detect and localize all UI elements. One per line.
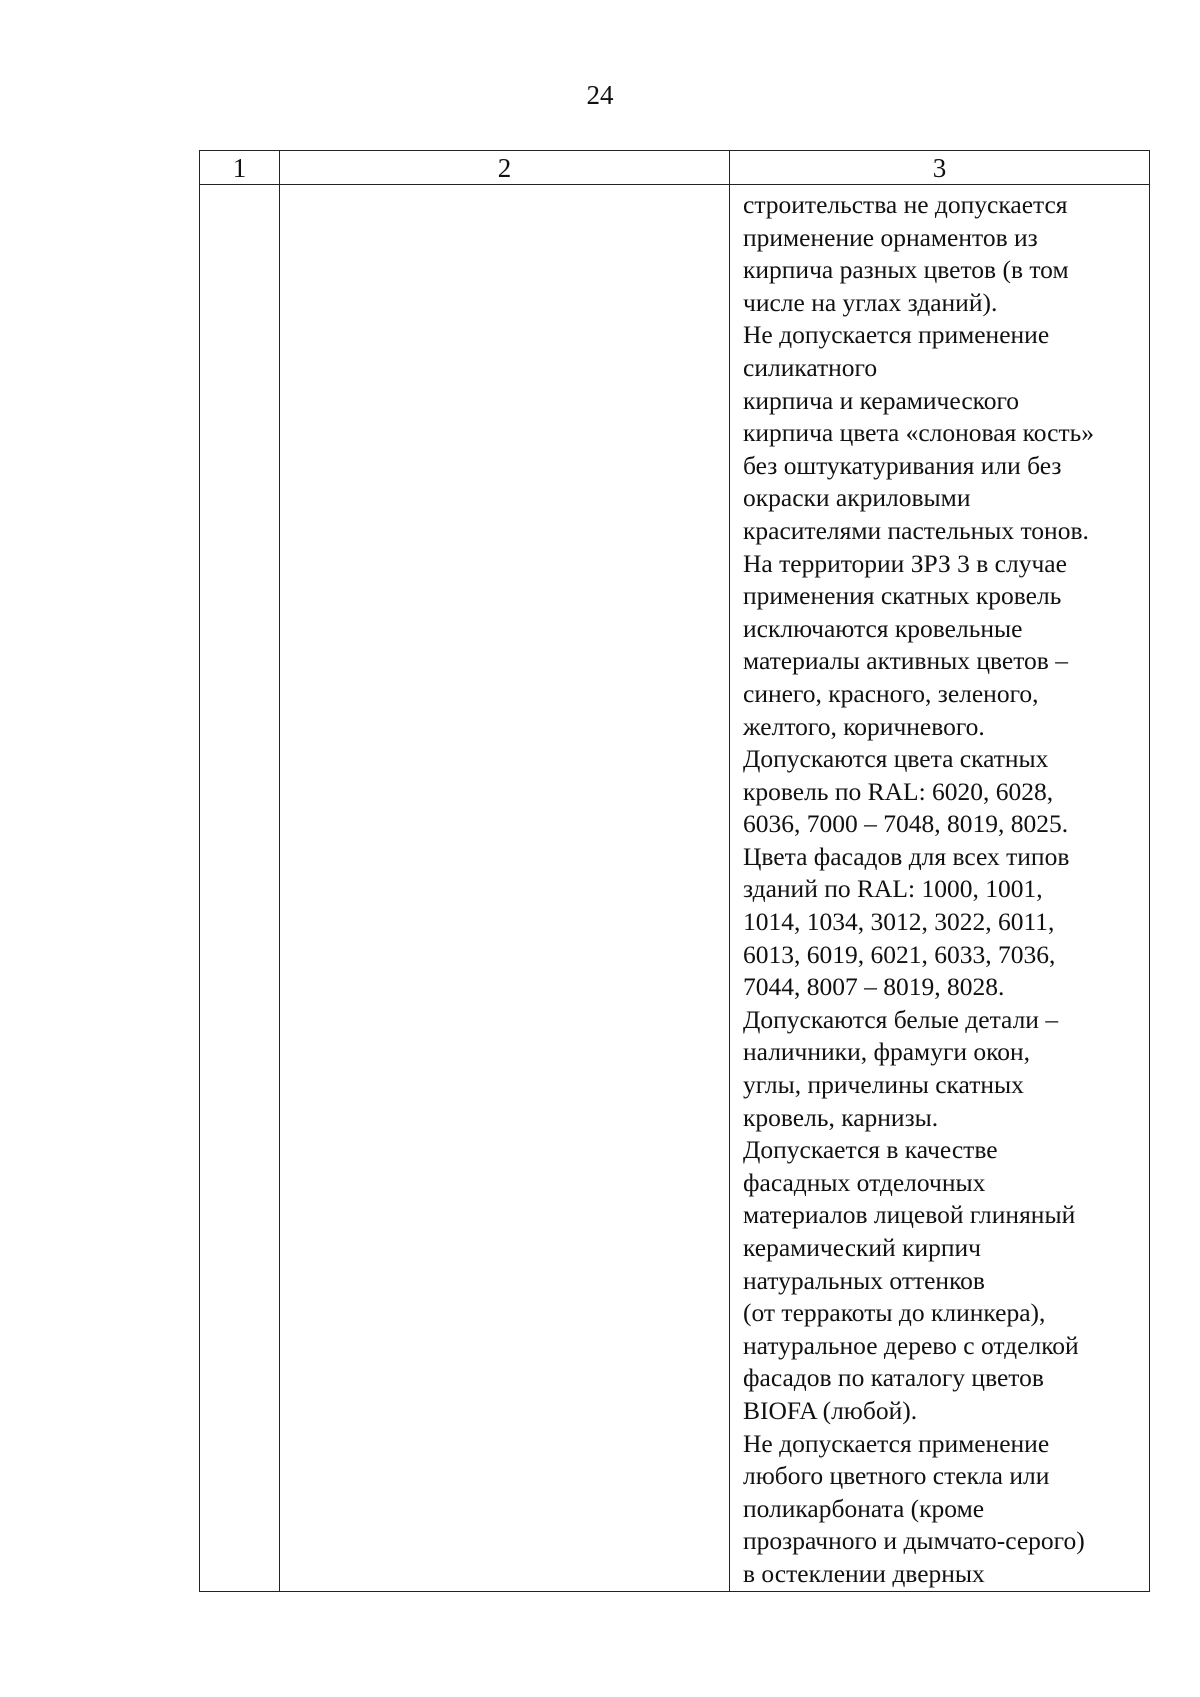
text-line: 1014, 1034, 3012, 3022, 6011, [743,907,1055,937]
text-line: силикатного [743,352,878,382]
text-line: На территории ЗРЗ 3 в случае [743,548,1067,578]
text-line: Не допускается применение [743,320,1050,350]
text-line: 7044, 8007 – 8019, 8028. [743,972,1005,1002]
column-header-3: 3 [730,151,1150,185]
text-line: исключаются кровельные [743,613,1023,643]
cell-col-2 [280,185,730,1592]
text-line: кирпича разных цветов (в том [743,255,1069,285]
text-line: окраски акриловыми [743,483,971,513]
text-line: желтого, коричневого. [743,711,985,741]
text-line: поликарбоната (кроме [743,1493,985,1523]
text-line: применения скатных кровель [743,581,1062,611]
text-line: без оштукатуривания или без [743,450,1062,480]
text-line: наличники, фрамуги окон, [743,1037,1031,1067]
text-line: в остеклении дверных [743,1558,985,1588]
column-header-2: 2 [280,151,730,185]
text-line: материалов лицевой глиняный [743,1200,1076,1230]
document-table [199,150,1150,1592]
text-line: кровель по RAL: 6020, 6028, [743,776,1054,806]
text-line: кровель, карнизы. [743,1102,939,1132]
text-line: Не допускается применение [743,1428,1050,1458]
table-row [200,185,1150,1592]
text-line: кирпича цвета «слоновая кость» [743,418,1094,448]
text-line: (от терракоты до клинкера), [743,1298,1046,1328]
text-line: прозрачного и дымчато-серого) [743,1526,1085,1556]
text-line: синего, красного, зеленого, [743,678,1039,708]
requirements-text [730,185,1149,1591]
cell-col-1 [200,185,280,1592]
text-line: 6013, 6019, 6021, 6033, 7036, [743,939,1056,969]
text-line: натуральное дерево с отделкой [743,1330,1079,1360]
text-line: 6036, 7000 – 7048, 8019, 8025. [743,809,1069,839]
text-line: красителями пастельных тонов. [743,515,1089,545]
text-line: Допускается в качестве [743,1135,998,1165]
text-line: BIOFA (любой). [743,1395,918,1425]
text-line: зданий по RAL: 1000, 1001, [743,874,1043,904]
text-line: фасадов по каталогу цветов [743,1363,1044,1393]
page-number: 24 [586,80,614,110]
text-line: любого цветного стекла или [743,1461,1050,1491]
text-line: числе на углах зданий). [743,287,998,317]
text-line: керамический кирпич [743,1233,981,1262]
text-line: применение орнаментов из [743,222,1038,252]
text-line: Допускаются белые детали – [743,1004,1059,1034]
text-line: натуральных оттенков [743,1265,985,1295]
text-line: фасадных отделочных [743,1167,986,1197]
text-line: материалы активных цветов – [743,646,1068,676]
text-line: кирпича и керамического [743,385,1020,415]
text-line: Цвета фасадов для всех типов [743,841,1070,871]
text-line: Допускаются цвета скатных [743,744,1049,774]
cell-col-3 [730,185,1150,1592]
text-line: углы, причелины скатных [743,1070,1024,1100]
text-line: строительства не допускается [743,190,1068,219]
column-header-1: 1 [200,151,280,185]
table-header-row [200,151,1150,185]
